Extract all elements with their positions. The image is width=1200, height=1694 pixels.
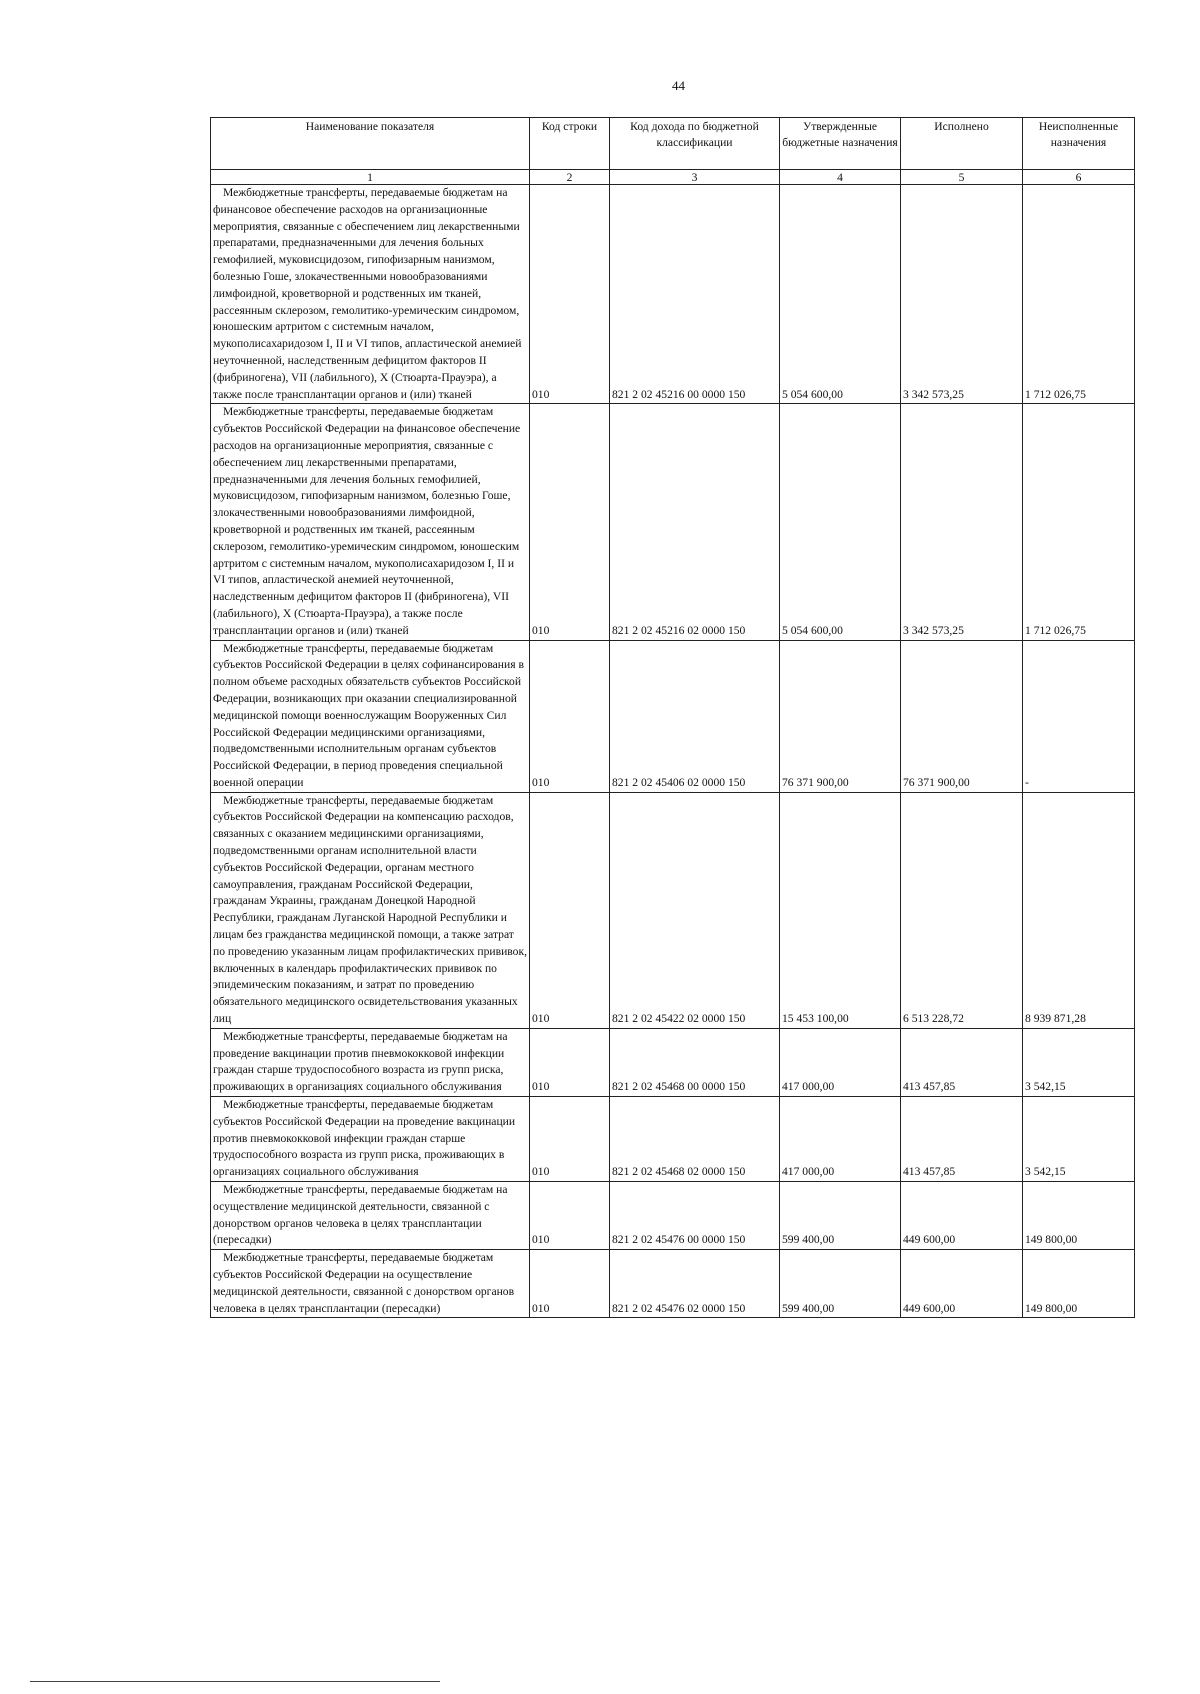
income-code: 821 2 02 45476 00 0000 150 xyxy=(610,1182,780,1250)
column-number: 1 xyxy=(211,170,530,185)
table-row xyxy=(211,1182,1135,1250)
line-code: 010 xyxy=(530,1028,610,1096)
line-code: 010 xyxy=(530,404,610,640)
income-code: 821 2 02 45468 02 0000 150 xyxy=(610,1097,780,1182)
table-row xyxy=(211,185,1135,404)
header-approved: Утвержденные бюджетные назначения xyxy=(780,118,901,170)
approved-amount: 599 400,00 xyxy=(780,1250,901,1318)
line-code: 010 xyxy=(530,1182,610,1250)
executed-amount: 3 342 573,25 xyxy=(901,404,1023,640)
approved-amount: 76 371 900,00 xyxy=(780,640,901,792)
indicator-name: Межбюджетные трансферты, передаваемые бюджетам субъектов Российской Федерации на осуществление медицинской деятельности, связанной с донорством органов человека в целях трансплантации (пересадки) xyxy=(211,1250,530,1318)
income-code: 821 2 02 45468 00 0000 150 xyxy=(610,1028,780,1096)
table-row xyxy=(211,792,1135,1028)
unexecuted-amount: 1 712 026,75 xyxy=(1023,185,1135,404)
approved-amount: 15 453 100,00 xyxy=(780,792,901,1028)
table-row xyxy=(211,404,1135,640)
header-income-code: Код дохода по бюджетной классификации xyxy=(610,118,780,170)
unexecuted-amount: 3 542,15 xyxy=(1023,1028,1135,1096)
indicator-name: Межбюджетные трансферты, передаваемые бюджетам на осуществление медицинской деятельности, связанной с донорством органов человека в целях трансплантации (пересадки) xyxy=(211,1182,530,1250)
approved-amount: 599 400,00 xyxy=(780,1182,901,1250)
column-number: 6 xyxy=(1023,170,1135,185)
indicator-name: Межбюджетные трансферты, передаваемые бюджетам субъектов Российской Федерации на проведение вакцинации против пневмококковой инфекции граждан старше трудоспособного возраста из групп риска, проживающих в организациях социального обслуживания xyxy=(211,1097,530,1182)
income-code: 821 2 02 45216 00 0000 150 xyxy=(610,185,780,404)
table-row xyxy=(211,1028,1135,1096)
line-code: 010 xyxy=(530,640,610,792)
indicator-name: Межбюджетные трансферты, передаваемые бюджетам на проведение вакцинации против пневмококковой инфекции граждан старше трудоспособного возраста из групп риска, проживающих в организациях социального обслуживания xyxy=(211,1028,530,1096)
approved-amount: 5 054 600,00 xyxy=(780,404,901,640)
column-number: 4 xyxy=(780,170,901,185)
column-number: 2 xyxy=(530,170,610,185)
header-indicator-name: Наименование показателя xyxy=(211,118,530,170)
header-line-code: Код строки xyxy=(530,118,610,170)
income-code: 821 2 02 45406 02 0000 150 xyxy=(610,640,780,792)
table-row xyxy=(211,1097,1135,1182)
income-code: 821 2 02 45476 02 0000 150 xyxy=(610,1250,780,1318)
unexecuted-amount: 149 800,00 xyxy=(1023,1250,1135,1318)
line-code: 010 xyxy=(530,1250,610,1318)
approved-amount: 417 000,00 xyxy=(780,1028,901,1096)
line-code: 010 xyxy=(530,792,610,1028)
executed-amount: 3 342 573,25 xyxy=(901,185,1023,404)
unexecuted-amount: 3 542,15 xyxy=(1023,1097,1135,1182)
indicator-name: Межбюджетные трансферты, передаваемые бюджетам субъектов Российской Федерации на компенсацию расходов, связанных с оказанием медицинскими организациями, подведомственными органам исполнительной власти субъектов Российской Федерации, органам местного самоуправления, гражданам Российской Федерации, гражданам Украины, гражданам Донецкой Народной Республики, гражданам Луганской Народной Республики и лицам без гражданства медицинской помощи, а также затрат по проведению указанным лицам профилактических прививок, включенных в календарь профилактических прививок по эпидемическим показаниям, и затрат по проведению обязательного медицинского освидетельствования указанных лиц xyxy=(211,792,530,1028)
unexecuted-amount: - xyxy=(1023,640,1135,792)
footer-rule xyxy=(30,1681,440,1682)
executed-amount: 76 371 900,00 xyxy=(901,640,1023,792)
executed-amount: 413 457,85 xyxy=(901,1097,1023,1182)
approved-amount: 5 054 600,00 xyxy=(780,185,901,404)
executed-amount: 413 457,85 xyxy=(901,1028,1023,1096)
header-unexecuted: Неисполненные назначения xyxy=(1023,118,1135,170)
unexecuted-amount: 1 712 026,75 xyxy=(1023,404,1135,640)
approved-amount: 417 000,00 xyxy=(780,1097,901,1182)
column-number: 3 xyxy=(610,170,780,185)
column-number: 5 xyxy=(901,170,1023,185)
income-code: 821 2 02 45422 02 0000 150 xyxy=(610,792,780,1028)
line-code: 010 xyxy=(530,185,610,404)
page-number: 44 xyxy=(672,78,685,93)
budget-execution-table xyxy=(210,117,1135,1318)
executed-amount: 6 513 228,72 xyxy=(901,792,1023,1028)
unexecuted-amount: 8 939 871,28 xyxy=(1023,792,1135,1028)
executed-amount: 449 600,00 xyxy=(901,1250,1023,1318)
indicator-name: Межбюджетные трансферты, передаваемые бюджетам субъектов Российской Федерации в целях софинансирования в полном объеме расходных обязательств субъектов Российской Федерации, возникающих при оказании специализированной медицинской помощи военнослужащим Вооруженных Сил Российской Федерации медицинскими организациями, подведомственными исполнительным органам субъектов Российской Федерации, в период проведения специальной военной операции xyxy=(211,640,530,792)
executed-amount: 449 600,00 xyxy=(901,1182,1023,1250)
income-code: 821 2 02 45216 02 0000 150 xyxy=(610,404,780,640)
unexecuted-amount: 149 800,00 xyxy=(1023,1182,1135,1250)
line-code: 010 xyxy=(530,1097,610,1182)
indicator-name: Межбюджетные трансферты, передаваемые бюджетам на финансовое обеспечение расходов на организационные мероприятия, связанные с обеспечением лиц лекарственными препаратами, предназначенными для лечения больных гемофилией, муковисцидозом, гипофизарным нанизмом, болезнью Гоше, злокачественными новообразованиями лимфоидной, кроветворной и родственных им тканей, рассеянным склерозом, гемолитико-уремическим синдромом, юношеским артритом с системным началом, мукополисахаридозом I, II и VI типов, апластической анемией неуточненной, наследственным дефицитом факторов II (фибриногена), VII (лабильного), X (Стюарта-Прауэра), а также после трансплантации органов и (или) тканей xyxy=(211,185,530,404)
header-executed: Исполнено xyxy=(901,118,1023,170)
table-row xyxy=(211,1250,1135,1318)
indicator-name: Межбюджетные трансферты, передаваемые бюджетам субъектов Российской Федерации на финансовое обеспечение расходов на организационные мероприятия, связанные с обеспечением лиц лекарственными препаратами, предназначенными для лечения больных гемофилией, муковисцидозом, гипофизарным нанизмом, болезнью Гоше, злокачественными новообразованиями лимфоидной, кроветворной и родственных им тканей, рассеянным склерозом, гемолитико-уремическим синдромом, юношеским артритом с системным началом, мукополисахаридозом I, II и VI типов, апластической анемией неуточненной, наследственным дефицитом факторов II (фибриногена), VII (лабильного), X (Стюарта-Прауэра), а также после трансплантации органов и (или) тканей xyxy=(211,404,530,640)
table-row xyxy=(211,640,1135,792)
